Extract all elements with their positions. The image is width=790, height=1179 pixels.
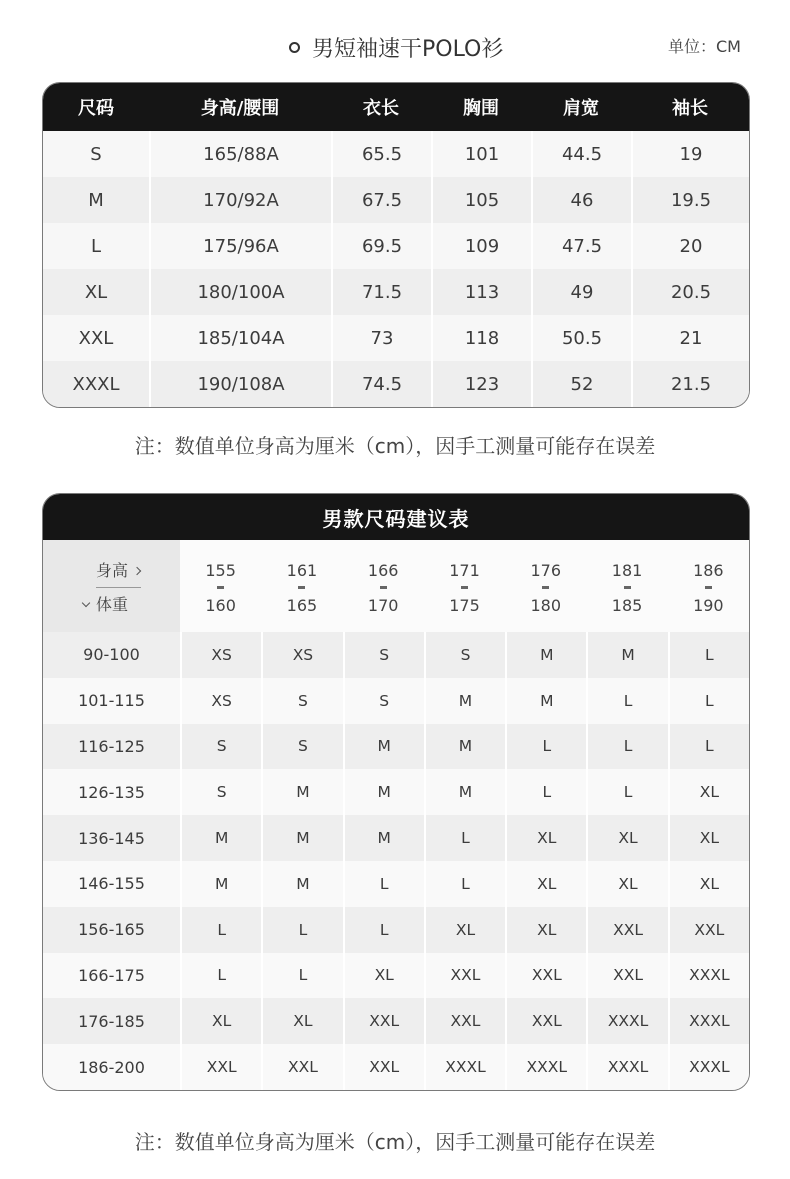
recommended-size-cell: L bbox=[586, 678, 667, 724]
size-table bbox=[42, 82, 750, 408]
recommended-size-cell: M bbox=[180, 815, 261, 861]
size-table-row bbox=[43, 177, 749, 223]
recommended-size-cell: XXL bbox=[424, 998, 505, 1044]
height-header-row bbox=[43, 540, 749, 632]
recommended-size-cell: M bbox=[343, 724, 424, 770]
size-label-cell: S bbox=[90, 143, 102, 165]
size-table-cell: 175/96A bbox=[149, 223, 331, 269]
size-table-cell: 71.5 bbox=[331, 269, 431, 315]
recommended-size-cell: S bbox=[424, 632, 505, 678]
recommended-size-cell: S bbox=[261, 678, 342, 724]
size-table-cell: 190/108A bbox=[149, 361, 331, 407]
recommendation-row bbox=[43, 632, 749, 678]
range-dash-icon bbox=[380, 586, 387, 589]
recommended-size-cell: XL bbox=[261, 998, 342, 1044]
height-range-to: 190 bbox=[693, 596, 724, 615]
range-dash-icon bbox=[624, 586, 631, 589]
size-table-row bbox=[43, 269, 749, 315]
size-table-header-cell: 身高/腰围 bbox=[200, 98, 280, 119]
recommended-size-cell: L bbox=[505, 769, 586, 815]
unit-label: 单位：CM bbox=[668, 37, 741, 56]
weight-range-cell: 126-135 bbox=[78, 782, 145, 802]
recommended-size-cell: L bbox=[180, 907, 261, 953]
size-table-cell: 109 bbox=[431, 223, 531, 269]
chevron-right-icon bbox=[133, 567, 141, 575]
size-table-cell: 50.5 bbox=[531, 315, 631, 361]
weight-range-cell: 116-125 bbox=[78, 736, 145, 756]
size-table-header-cell: 肩宽 bbox=[563, 98, 599, 119]
recommended-size-cell: L bbox=[343, 861, 424, 907]
recommended-size-cell: XXXL bbox=[668, 998, 749, 1044]
size-table-row bbox=[43, 223, 749, 269]
recommended-size-cell: XXXL bbox=[668, 953, 749, 999]
page-title bbox=[289, 33, 503, 61]
height-range-header bbox=[668, 540, 749, 632]
size-table-cell: 69.5 bbox=[331, 223, 431, 269]
size-table-header-cell: 袖长 bbox=[672, 98, 708, 119]
size-table-cell: 165/88A bbox=[149, 131, 331, 177]
recommended-size-cell: XXXL bbox=[505, 1044, 586, 1090]
recommended-size-cell: M bbox=[261, 861, 342, 907]
recommendation-row bbox=[43, 1044, 749, 1090]
height-range-header bbox=[424, 540, 505, 632]
weight-range-cell: 90-100 bbox=[83, 645, 140, 665]
height-range-to: 160 bbox=[205, 596, 236, 615]
recommended-size-cell: XL bbox=[505, 907, 586, 953]
recommended-size-cell: L bbox=[668, 724, 749, 770]
height-range-from: 171 bbox=[449, 561, 480, 580]
weight-range-cell: 186-200 bbox=[78, 1057, 145, 1077]
range-dash-icon bbox=[298, 586, 305, 589]
weight-axis-label bbox=[83, 596, 128, 614]
recommended-size-cell: XL bbox=[505, 861, 586, 907]
measurement-note-bottom: 注：数值单位身高为厘米（cm），因手工测量可能存在误差 bbox=[134, 1130, 656, 1154]
measurement-note: 注：数值单位身高为厘米（cm），因手工测量可能存在误差 bbox=[134, 434, 656, 458]
recommended-size-cell: XXL bbox=[261, 1044, 342, 1090]
recommended-size-cell: XL bbox=[586, 815, 667, 861]
size-table-cell: 170/92A bbox=[149, 177, 331, 223]
height-range-to: 175 bbox=[449, 596, 480, 615]
recommendation-row bbox=[43, 953, 749, 999]
recommended-size-cell: XL bbox=[668, 815, 749, 861]
height-range-from: 181 bbox=[611, 561, 643, 580]
size-label-cell: L bbox=[90, 235, 102, 257]
size-table-cell: 49 bbox=[531, 269, 631, 315]
corner-divider bbox=[96, 587, 141, 588]
size-table-cell: 67.5 bbox=[331, 177, 431, 223]
size-table-cell: 21.5 bbox=[631, 361, 749, 407]
range-dash-icon bbox=[542, 586, 549, 589]
recommended-size-cell: XXXL bbox=[586, 998, 667, 1044]
size-table-row bbox=[43, 131, 749, 177]
recommended-size-cell: L bbox=[668, 632, 749, 678]
height-range-header bbox=[180, 540, 261, 632]
size-table-header bbox=[43, 83, 749, 131]
weight-range-cell: 156-165 bbox=[78, 920, 145, 940]
weight-range-cell: 176-185 bbox=[78, 1011, 145, 1031]
size-label-cell: XL bbox=[84, 281, 108, 303]
size-table-row bbox=[43, 315, 749, 361]
recommended-size-cell: XL bbox=[343, 953, 424, 999]
weight-range-cell: 136-145 bbox=[78, 828, 145, 848]
height-range-to: 185 bbox=[611, 596, 643, 615]
size-table-cell: 118 bbox=[431, 315, 531, 361]
recommended-size-cell: XS bbox=[180, 632, 261, 678]
weight-label: 体重 bbox=[96, 595, 129, 614]
recommended-size-cell: S bbox=[180, 724, 261, 770]
height-range-header bbox=[505, 540, 586, 632]
recommended-size-cell: XL bbox=[424, 907, 505, 953]
recommended-size-cell: M bbox=[424, 724, 505, 770]
weight-range-cell: 146-155 bbox=[78, 874, 145, 894]
recommended-size-cell: XXL bbox=[343, 998, 424, 1044]
recommended-size-cell: L bbox=[180, 953, 261, 999]
recommended-size-cell: S bbox=[261, 724, 342, 770]
height-range-header bbox=[343, 540, 424, 632]
size-label-cell: XXL bbox=[78, 327, 114, 349]
recommended-size-cell: XL bbox=[668, 861, 749, 907]
recommendation-row bbox=[43, 861, 749, 907]
recommended-size-cell: XL bbox=[668, 769, 749, 815]
height-label: 身高 bbox=[96, 561, 129, 580]
recommended-size-cell: XXXL bbox=[668, 1044, 749, 1090]
size-table-cell: 74.5 bbox=[331, 361, 431, 407]
recommendation-row bbox=[43, 998, 749, 1044]
size-table-cell: 180/100A bbox=[149, 269, 331, 315]
height-range-from: 166 bbox=[367, 561, 399, 580]
size-table-cell: 19 bbox=[631, 131, 749, 177]
recommended-size-cell: XXL bbox=[505, 998, 586, 1044]
recommended-size-cell: S bbox=[343, 678, 424, 724]
corner-header-cell bbox=[43, 540, 180, 632]
recommendation-table-body bbox=[43, 632, 749, 1090]
recommended-size-cell: XXL bbox=[505, 953, 586, 999]
circle-bullet-icon bbox=[289, 42, 300, 53]
recommended-size-cell: M bbox=[180, 861, 261, 907]
recommended-size-cell: M bbox=[586, 632, 667, 678]
recommended-size-cell: XXXL bbox=[424, 1044, 505, 1090]
chevron-down-icon bbox=[82, 599, 90, 607]
recommended-size-cell: XXL bbox=[424, 953, 505, 999]
size-table-cell: 19.5 bbox=[631, 177, 749, 223]
recommended-size-cell: M bbox=[505, 678, 586, 724]
size-table-cell: 47.5 bbox=[531, 223, 631, 269]
size-table-header-cell: 尺码 bbox=[78, 98, 114, 119]
recommended-size-cell: L bbox=[261, 953, 342, 999]
recommended-size-cell: XS bbox=[180, 678, 261, 724]
recommended-size-cell: M bbox=[424, 678, 505, 724]
size-table-cell: 44.5 bbox=[531, 131, 631, 177]
range-dash-icon bbox=[217, 586, 224, 589]
size-recommendation-table bbox=[42, 493, 750, 1091]
size-table-cell: 113 bbox=[431, 269, 531, 315]
recommended-size-cell: L bbox=[424, 861, 505, 907]
recommended-size-cell: M bbox=[343, 815, 424, 861]
recommended-size-cell: XXL bbox=[668, 907, 749, 953]
weight-range-cell: 101-115 bbox=[78, 691, 145, 711]
size-table-cell: 123 bbox=[431, 361, 531, 407]
recommended-size-cell: XXL bbox=[586, 953, 667, 999]
size-label-cell: XXXL bbox=[72, 373, 120, 395]
recommended-size-cell: XXL bbox=[180, 1044, 261, 1090]
recommended-size-cell: L bbox=[668, 678, 749, 724]
recommendation-row bbox=[43, 815, 749, 861]
recommended-size-cell: M bbox=[261, 815, 342, 861]
size-table-row bbox=[43, 361, 749, 407]
height-range-from: 155 bbox=[205, 561, 236, 580]
recommended-size-cell: M bbox=[505, 632, 586, 678]
recommended-size-cell: L bbox=[343, 907, 424, 953]
recommended-size-cell: XXXL bbox=[586, 1044, 667, 1090]
recommended-size-cell: XL bbox=[505, 815, 586, 861]
recommendation-row bbox=[43, 907, 749, 953]
recommended-size-cell: M bbox=[261, 769, 342, 815]
recommended-size-cell: XL bbox=[586, 861, 667, 907]
size-table-cell: 185/104A bbox=[149, 315, 331, 361]
recommended-size-cell: XS bbox=[261, 632, 342, 678]
height-range-to: 165 bbox=[286, 596, 318, 615]
size-table-cell: 46 bbox=[531, 177, 631, 223]
height-axis-label bbox=[96, 562, 140, 580]
size-table-cell: 21 bbox=[631, 315, 749, 361]
height-range-to: 180 bbox=[530, 596, 562, 615]
height-range-from: 176 bbox=[530, 561, 562, 580]
recommendation-row bbox=[43, 769, 749, 815]
size-table-header-cell: 衣长 bbox=[363, 98, 399, 119]
recommendation-row bbox=[43, 678, 749, 724]
range-dash-icon bbox=[705, 586, 712, 589]
page-title-text: 男短袖速干POLO衫 bbox=[312, 36, 504, 62]
size-label-cell: M bbox=[88, 189, 104, 211]
size-table-header-cell: 胸围 bbox=[463, 98, 499, 119]
recommended-size-cell: XXL bbox=[343, 1044, 424, 1090]
height-range-header bbox=[261, 540, 342, 632]
size-table-cell: 105 bbox=[431, 177, 531, 223]
recommended-size-cell: XL bbox=[180, 998, 261, 1044]
size-table-cell: 20 bbox=[631, 223, 749, 269]
recommended-size-cell: L bbox=[261, 907, 342, 953]
recommended-size-cell: S bbox=[343, 632, 424, 678]
size-table-body bbox=[43, 131, 749, 407]
height-range-from: 161 bbox=[286, 561, 318, 580]
recommended-size-cell: M bbox=[343, 769, 424, 815]
height-range-header bbox=[586, 540, 667, 632]
recommendation-row bbox=[43, 724, 749, 770]
height-range-from: 186 bbox=[693, 561, 724, 580]
weight-range-cell: 166-175 bbox=[78, 965, 145, 985]
size-table-cell: 65.5 bbox=[331, 131, 431, 177]
recommended-size-cell: S bbox=[180, 769, 261, 815]
size-table-cell: 101 bbox=[431, 131, 531, 177]
size-table-cell: 73 bbox=[331, 315, 431, 361]
recommended-size-cell: L bbox=[505, 724, 586, 770]
recommended-size-cell: L bbox=[586, 769, 667, 815]
size-table-cell: 20.5 bbox=[631, 269, 749, 315]
recommended-size-cell: L bbox=[586, 724, 667, 770]
size-table-cell: 52 bbox=[531, 361, 631, 407]
recommended-size-cell: M bbox=[424, 769, 505, 815]
recommendation-table-title: 男款尺码建议表 bbox=[43, 494, 749, 540]
height-range-to: 170 bbox=[367, 596, 399, 615]
range-dash-icon bbox=[461, 586, 468, 589]
recommended-size-cell: XXL bbox=[586, 907, 667, 953]
recommended-size-cell: L bbox=[424, 815, 505, 861]
